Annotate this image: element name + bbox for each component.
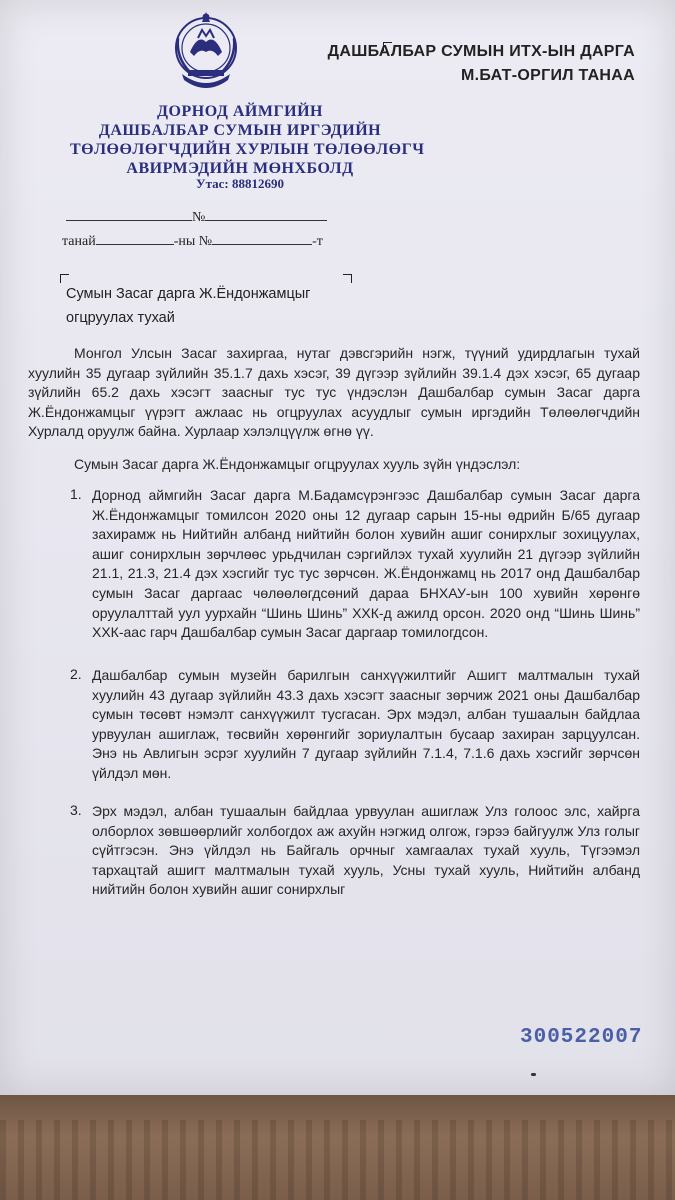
blank-line	[96, 232, 174, 245]
blank-line	[66, 208, 192, 221]
ref-date-mid: -ны №	[173, 234, 213, 249]
subject-line: Сумын Засаг дарга Ж.Ёндонжамцыг	[66, 286, 311, 302]
ref-date-line	[62, 232, 323, 250]
ink-mark	[531, 1073, 536, 1076]
item-number: 1.	[70, 486, 82, 502]
org-line: ДАШБАЛБАР СУМЫН ИРГЭДИЙН	[98, 122, 382, 139]
state-emblem-icon	[168, 8, 244, 92]
item-text: Дашбалбар сумын музейн барилгын санхүүжилтийг Ашигт малтмалын тухай хуулийн 43 дугаар зүйлийн 43.3 дахь хэсэгт заасныг зөрчиж 2021 оны Дашбалбар сумын төсөвт нэмэлт санхүүжилт тусгасан. Эрх мэдэл, албан тушаалын байдлаа урвуулан ашиглаж, төсвийн хөрөнгийг зориулалтын бусаар захиран зарцуулсан. Энэ нь Авлигын эсрэг хуулийн 7 дугаар зүйлийн 7.1.4, 7.1.6 дахь хэсгийг зөрчсөн үйлдэл мөн.	[92, 667, 640, 781]
item-number: 3.	[70, 802, 82, 818]
recipient-block	[328, 40, 635, 88]
item-number: 2.	[70, 666, 82, 682]
item-text: Дорнод аймгийн Засаг дарга М.Бадамсүрэнгээс Дашбалбар сумын Засаг дарга Ж.Ёндонжамцыг томилсон 2020 оны 12 дугаар сарын 15-ны өдрийн Б/65 дугаар захирамж нь Нийтийн албанд нийтийн болон хувийн ашиг сонирхлыг зохицуулах, ашиг сонирхлын зөрчлөөс урьдчилан сэргийлэх тухай хуулийн 21 дүгээр зүйлийн 21.1, 21.3, 21.4 дэх хэсгийг тус тус зөрчсөн. Ж.Ёндонжамц нь 2017 онд Дашбалбар сумын Засаг даргаас чөлөөлөгдсөний дараа БНХАУ-ын 100 хувийн хөрөнгө оруулалттай уул уурхайн “Шинь Шинь” ХХК-д ажилд орсон. 2020 онд “Шинь Шинь” ХХК-аас гарч Дашбалбар сумын Засаг даргаар томилогдсон.	[92, 487, 640, 641]
subject-corner-mark-right	[343, 274, 352, 283]
org-line: АВИРМЭДИЙН МӨНХБОЛД	[126, 160, 354, 177]
subject-line: огцруулах тухай	[66, 310, 175, 326]
ref-date-prefix: танай	[62, 234, 96, 249]
document-number-stamp: 300522007	[520, 1026, 643, 1049]
org-line: ДОРНОД АЙМГИЙН	[157, 103, 323, 120]
blank-line	[212, 232, 312, 245]
recipient-line: ДАШБАЛБАР СУМЫН ИТХ-ЫН ДАРГА	[327, 43, 635, 60]
blank-line	[205, 208, 327, 221]
intro-paragraph: Монгол Улсын Засаг захиргаа, нутаг дэвсгэрийн нэгж, түүний удирдлагын тухай хуулийн 35 дугаар зүйлийн 35.1.7 дахь хэсэг, 39 дүгээр зүйлийн 39.1.4 дэх хэсэг, 65 дугаар зүйлийн 65.2 дахь хэсэгт заасныг тус тус үндэслэн Дашбалбар сумын Засаг дарга Ж.Ёндонжамцыг үүрэгт ажлаас нь огцруулах асуудлыг сумын иргэдийн Төлөөлөгчдийн Хурлалд оруулж байна. Хурлаар хэлэлцүүлж өгнө үү.	[28, 345, 640, 440]
item-text: Эрх мэдэл, албан тушаалын байдлаа урвуулан ашиглаж Улз голоос элс, хайрга олборлох зөвшөөрлийг холбогдох аж ахуйн нэгжид олгож, гэрээ байгуулж Улз голыг сүйтгэсэн. Энэ үйлдэл нь Байгаль орчныг хамгаалах тухай хууль, Түгээмэл тархацтай ашигт малтмалын тухай хууль, Усны тухай хууль, Нийтийн албанд нийтийн болон хувийн ашиг сонирхлыг	[92, 803, 640, 898]
recipient-line: М.БАТ-ОРГИЛ ТАНАА	[461, 67, 635, 84]
grounds-heading: Сумын Засаг дарга Ж.Ёндонжамцыг огцруулах хууль зүйн үндэслэл:	[74, 456, 521, 472]
org-line: ТӨЛӨӨЛӨГЧДИЙН ХУРЛЫН ТӨЛӨӨЛӨГЧ	[70, 141, 425, 158]
ref-number-line	[66, 208, 327, 226]
ref-number-label: №	[192, 210, 206, 225]
floor-carpet	[0, 1120, 675, 1200]
subject	[66, 282, 310, 330]
ref-date-suffix: -т	[312, 234, 323, 249]
sender-phone: Утас: 88812690	[196, 176, 284, 191]
sender-organization	[70, 102, 425, 178]
